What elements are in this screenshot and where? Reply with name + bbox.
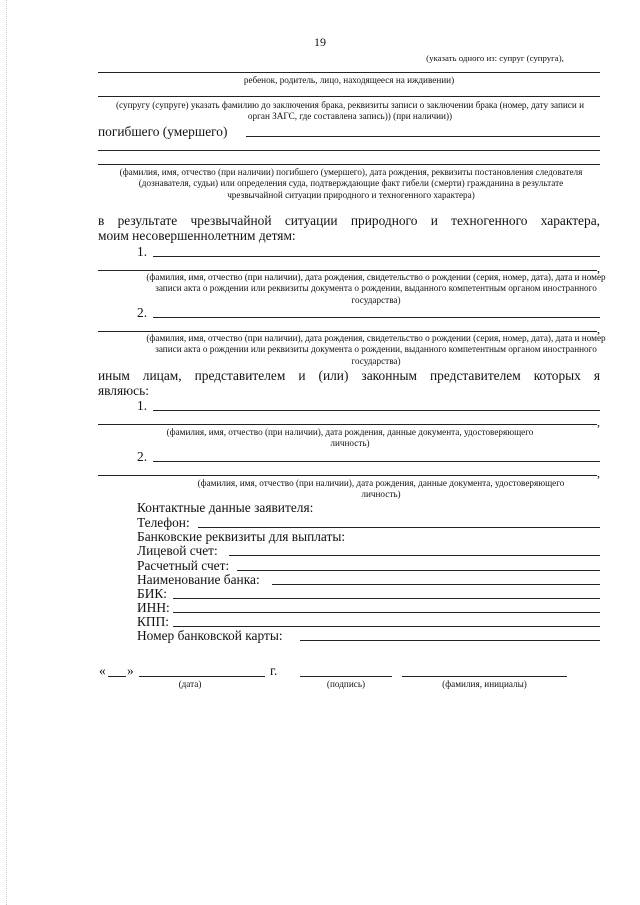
deceased-label: погибшего (умершего) [98, 124, 228, 139]
card-number-field[interactable] [300, 640, 600, 641]
intro-hint: (указать одного из: супруг (супруга), [426, 53, 564, 63]
other-1-line-1[interactable] [153, 410, 600, 411]
relative-line[interactable] [98, 72, 600, 73]
page-number: 19 [314, 35, 326, 49]
emergency-text-line-2: моим несовершеннолетним детям: [98, 228, 296, 243]
signature-field[interactable] [300, 676, 392, 677]
inn-field[interactable] [173, 612, 600, 613]
account-label: Лицевой счет: [137, 543, 218, 558]
spouse-line[interactable] [98, 96, 600, 97]
signature-caption: (подпись) [326, 679, 366, 689]
child-1-comma: , [597, 261, 600, 275]
phone-label: Телефон: [137, 515, 190, 530]
deceased-line-1[interactable] [246, 136, 600, 137]
date-day-field[interactable] [108, 676, 126, 677]
card-number-label: Номер банковской карты: [137, 628, 283, 643]
other-1-comma: , [597, 415, 600, 429]
other-2-number: 2. [137, 449, 148, 464]
other-2-line-2[interactable] [98, 475, 597, 476]
date-day-open: « [99, 663, 106, 678]
bank-name-field[interactable] [272, 584, 600, 585]
kpp-label: КПП: [137, 614, 169, 629]
relative-caption: ребенок, родитель, лицо, находящееся на иждивении) [243, 75, 455, 85]
bank-name-label: Наименование банка: [137, 572, 260, 587]
other-1-line-2[interactable] [98, 424, 597, 425]
other-2-line-1[interactable] [153, 461, 600, 462]
phone-field[interactable] [198, 527, 600, 528]
other-1-number: 1. [137, 398, 148, 413]
child-2-line-1[interactable] [153, 317, 600, 318]
inn-label: ИНН: [137, 600, 170, 615]
child-2-number: 2. [137, 305, 148, 320]
child-2-comma: , [597, 322, 600, 336]
spouse-caption: (супругу (супруге) указать фамилию до заключения брака, реквизиты записи о заключении брака (номер, дату записи и орган ЗАГС, где составлена запись)) (при наличии)) [115, 100, 585, 122]
date-day-close: » [127, 663, 134, 678]
name-caption: (фамилия, инициалы) [442, 679, 527, 689]
child-2-caption: (фамилия, имя, отчество (при наличии), дата рождения, свидетельство о рождении (серия, номер, дата), дата и номер записи акта о рождении или реквизиты документа о рождении, выданного компетентным органом иностранного государства) [146, 333, 606, 366]
emergency-text-line-1: в результате чрезвычайной ситуации природного и техногенного характера, [98, 213, 600, 228]
date-month-field[interactable] [139, 676, 265, 677]
others-text-line-1: иным лицам, представителем и (или) законным представителем которых я [98, 368, 600, 383]
other-2-comma: , [597, 466, 600, 480]
bik-field[interactable] [173, 598, 600, 599]
bank-heading: Банковские реквизиты для выплаты: [137, 529, 346, 544]
date-year-suffix: г. [270, 663, 278, 678]
other-1-caption: (фамилия, имя, отчество (при наличии), дата рождения, данные документа, удостоверяющего личность) [166, 427, 534, 449]
settlement-label: Расчетный счет: [137, 558, 230, 573]
name-field[interactable] [402, 676, 567, 677]
child-1-number: 1. [137, 244, 148, 259]
kpp-field[interactable] [173, 626, 600, 627]
scan-edge [6, 0, 7, 905]
date-caption: (дата) [178, 679, 202, 689]
others-text-line-2: являюсь: [98, 383, 149, 398]
contacts-heading: Контактные данные заявителя: [137, 500, 314, 515]
deceased-caption: (фамилия, имя, отчество (при наличии) погибшего (умершего), дата рождения, реквизиты постановления следователя (дознавателя, судьи) или определения суда, подтверждающие факт гибели (смерти) гражданина в результате чрезвычайной ситуации природного и техногенного характера) [119, 167, 583, 200]
deceased-line-2[interactable] [98, 150, 600, 151]
child-1-line-1[interactable] [153, 256, 600, 257]
deceased-line-3[interactable] [98, 164, 600, 165]
bik-label: БИК: [137, 586, 168, 601]
settlement-field[interactable] [237, 570, 600, 571]
child-1-line-2[interactable] [98, 270, 597, 271]
account-field[interactable] [229, 555, 600, 556]
other-2-caption: (фамилия, имя, отчество (при наличии), дата рождения, данные документа, удостоверяющего личность) [197, 478, 565, 500]
child-2-line-2[interactable] [98, 331, 597, 332]
child-1-caption: (фамилия, имя, отчество (при наличии), дата рождения, свидетельство о рождении (серия, номер, дата), дата и номер записи акта о рождении или реквизиты документа о рождении, выданного компетентным органом иностранного государства) [146, 272, 606, 305]
